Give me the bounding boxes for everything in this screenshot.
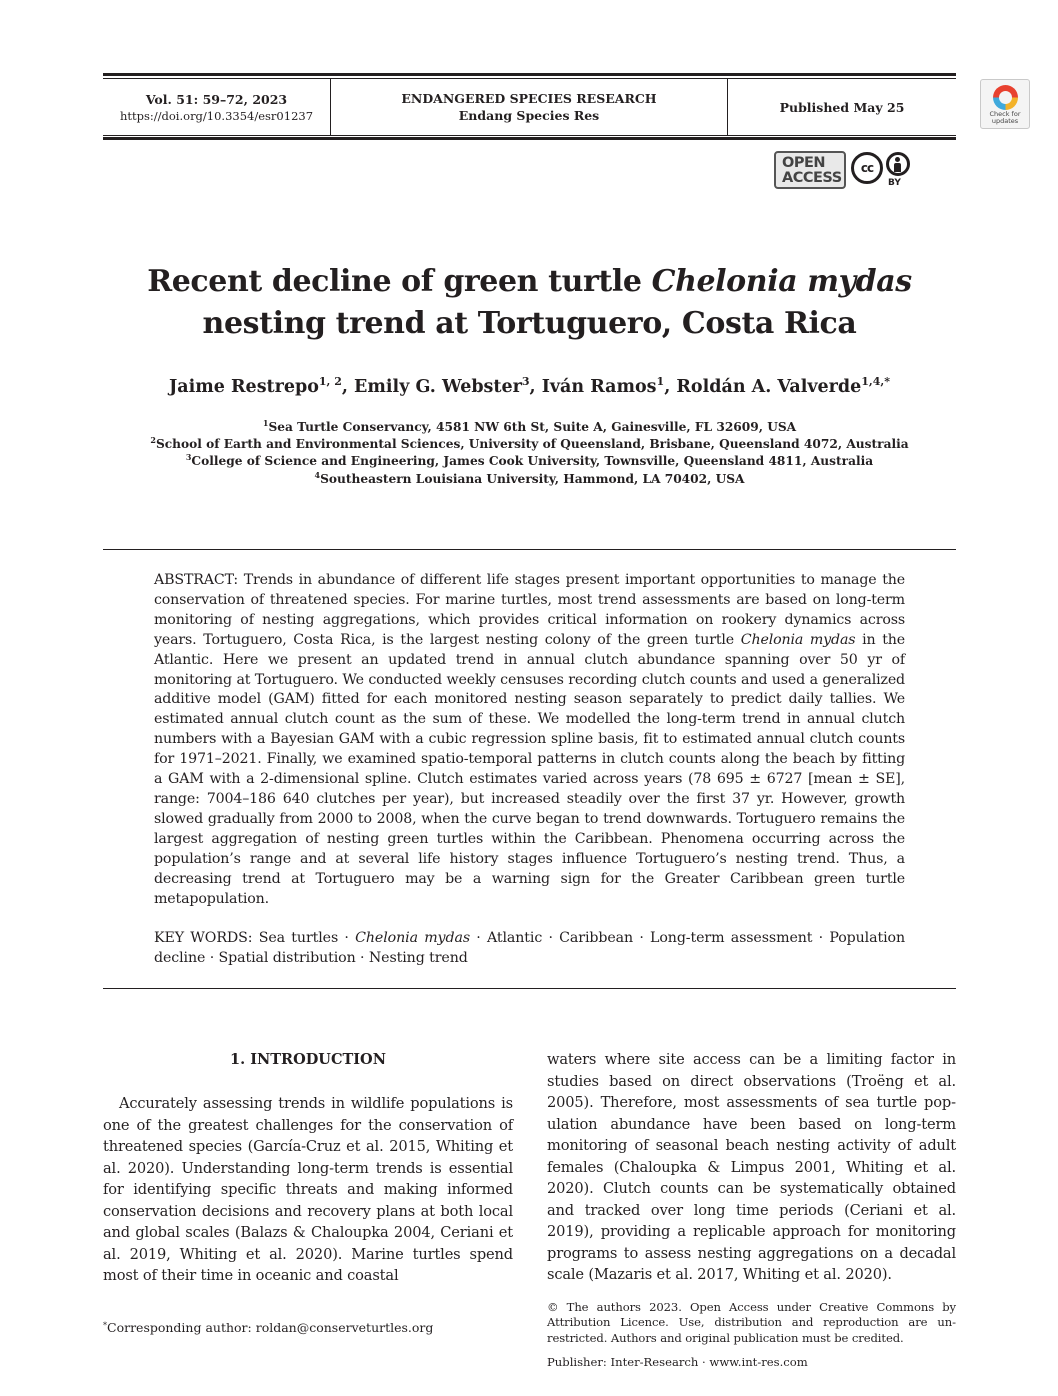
affiliation-text: School of Earth and Environmental Sciences, University of Queensland, Brisbane, Queensland 4072, Australia [155, 437, 909, 452]
author-name: Iván Ramos [541, 377, 657, 397]
header-rule-bottom-thin [103, 135, 956, 136]
author-affiliation-mark: 1 [656, 375, 665, 388]
author-affiliation-mark: 1, 2 [318, 375, 342, 388]
check-updates-icon [993, 85, 1018, 110]
divider-top [103, 549, 956, 550]
paper-title [103, 261, 956, 345]
journal-header [103, 73, 956, 143]
affiliation-item [103, 419, 956, 436]
volume-info: Vol. 51: 59–72, 2023 [145, 91, 288, 107]
author-separator: , [529, 377, 542, 397]
author-name: Jaime Restrepo [169, 377, 319, 397]
affiliation-number: 1 [262, 418, 269, 428]
affiliation-item [103, 471, 956, 488]
author-list [103, 374, 956, 400]
author-affiliation-mark: 1,4,* [861, 375, 890, 388]
intro-paragraph-right: waters where site access can be a limiting factor in studies based on direct observations (Troëng et al. 2005). Therefore, most assessments of sea turtle population abundance have been based on long-term monitoring of seasonal beach nesting activity of adult females (Chaloupka & Limpus 2001, Whiting et al. 2020). Clutch counts can be systematically obtained and tracked over long time periods (Ceriani et al. 2019), providing a replicable approach for monitoring programs to assess nesting aggregations on a decadal scale (Mazaris et al. 2017, Whiting et al. 2020). [547, 1051, 956, 1283]
check-for-updates-button[interactable] [980, 79, 1030, 129]
journal-name: ENDANGERED SPECIES RESEARCH [401, 91, 657, 106]
header-volume-cell [103, 79, 330, 135]
journal-abbrev: Endang Species Res [458, 108, 600, 123]
author-name: Roldán A. Valverde [676, 377, 862, 397]
check-updates-label: Check for updates [989, 110, 1021, 125]
title-line2: nesting trend at Tortuguero, Costa Rica [202, 306, 857, 341]
author-separator: , [341, 377, 355, 397]
header-published-cell [728, 79, 956, 135]
open-access-icon: OPEN ACCESS [774, 151, 846, 189]
header-journal-cell [330, 79, 728, 135]
affiliation-item [103, 436, 956, 453]
affiliation-list [103, 419, 956, 488]
affiliation-text: Southeastern Louisiana University, Hammond, LA 70402, USA [320, 471, 745, 486]
intro-paragraph-left: Accurately assessing trends in wildlife populations is one of the greatest challenges for the conservation of threatened species (García-Cruz et al. 2015, Whiting et al. 2020). Understanding long-term trends is essential for identifying specific threats and making informed conservation decisions and recovery plans at both local and global scales (Balazs & Chaloupka 2004, Ceriani et al. 2019, Whiting et al. 2020). Marine turtles spend most of their time in oceanic and coastal [103, 1095, 513, 1284]
publisher-line: Publisher: Inter-Research · www.int-res.com [547, 1355, 808, 1369]
corresponding-author-email[interactable]: Corresponding author: roldan@conserveturtles.org [107, 1320, 434, 1335]
license-badges [774, 151, 914, 193]
affiliation-number: 2 [150, 435, 156, 446]
keywords: KEY WORDS: Sea turtles · Chelonia mydas · Atlantic · Caribbean · Long-term assessment · Population decline · Spatial distribution · Nesting trend [154, 930, 905, 966]
doi-link[interactable]: https://doi.org/10.3354/esr01237 [119, 108, 314, 123]
corresponding-author-footnote: *Corresponding author: roldan@conserveturtles.org [103, 1320, 434, 1335]
affiliation-item [103, 453, 956, 470]
affiliation-number: 3 [185, 452, 192, 463]
affiliation-text: College of Science and Engineering, James Cook University, Townsville, Queensland 4811, Australia [191, 454, 874, 469]
license-statement: © The authors 2023. Open Access under Creative Commons by Attribution Licence. Use, distribution and reproduction are unrestricted. Authors and original publication must be credited. [547, 1300, 956, 1345]
creative-commons-icon: cc [851, 152, 883, 184]
published-date: Published May 25 [779, 99, 905, 115]
header-rule-bottom [103, 137, 956, 140]
header-rule-top [103, 73, 956, 76]
affiliation-text: Sea Turtle Conservancy, 4581 NW 6th St, Suite A, Gainesville, FL 32609, USA [268, 420, 797, 434]
abstract: ABSTRACT: Trends in abundance of different life stages present important opportunities to manage the conservation of threatened species. For marine turtles, most trend assessments are based on long-term monitoring of nesting aggregations, which provides critical information on rookery dynamics across years. Tortuguero, Costa Rica, is the largest nesting colony of the green turtle Chelonia mydas in the Atlantic. Here we present an updated trend in annual clutch abundance spanning over 50 yr of monitoring at Tortuguero. We conducted weekly censuses recording clutch counts and used a generalized additive model (GAM) fitted for each monitored nesting season separately to predict daily tallies. We estimated annual clutch count as the sum of these. We modelled the long-term trend in annual clutch numbers with a Bayesian GAM with a cubic regression spline basis, fit to estimated annual clutch counts for 1971–2021. Finally, we examined spatio-temporal patterns in clutch counts along the beach by fitting a GAM with a 2-dimensional spline. Clutch estimates varied across years (78 695 ± 6727 [mean ± SE], range: 7004–186 640 clutches per year), but increased steadily over the first 37 yr. However, growth slowed gradually from 2000 to 2008, when the curve began to trend downwards. Tortuguero remains the largest aggregation of nesting green turtles within the Caribbean. Phenomena occurring across the population’s range and at several life history stages influence Tortuguero’s nesting trend. Thus, a decreasing trend at Tortuguero may be a warning sign for the Greater Caribbean green turtle metapopulation. [154, 572, 905, 907]
author-name: Emily G. Webster [354, 377, 522, 397]
author-affiliation-mark: 3 [521, 375, 530, 388]
author-separator: , [664, 377, 677, 397]
section-heading-introduction: 1. INTRODUCTION [230, 1051, 386, 1068]
affiliation-number: 4 [314, 469, 321, 480]
title-line1: Recent decline of green turtle Chelonia mydas [147, 264, 912, 299]
divider-bottom [103, 988, 956, 989]
attribution-icon [886, 152, 910, 176]
attribution-label: BY [888, 178, 901, 188]
